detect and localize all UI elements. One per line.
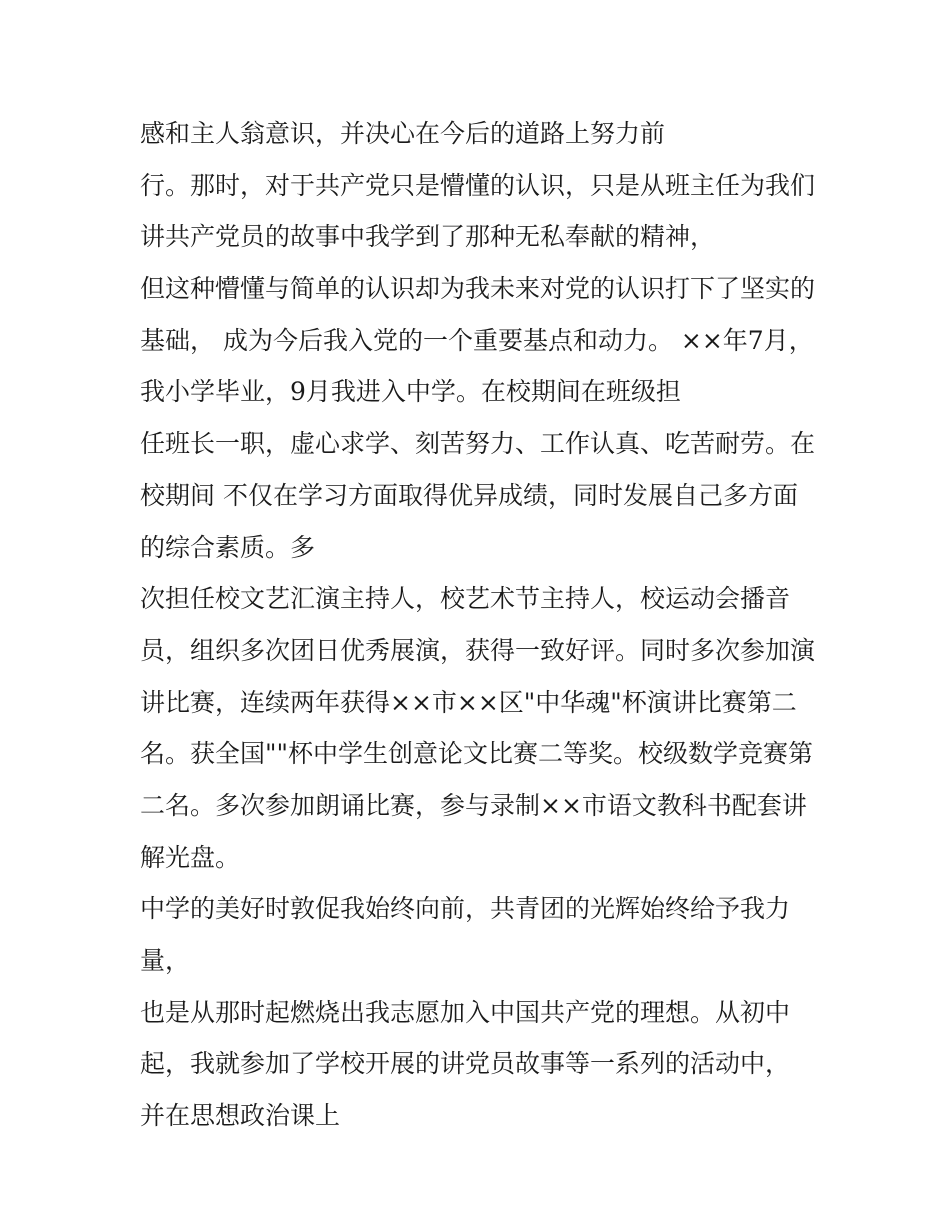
text-line: 也是从那时起燃烧出我志愿加入中国共产党的理想。从初中	[140, 997, 791, 1027]
text-line: 次担任校文艺汇演主持人，校艺术节主持人，校运动会播音	[140, 584, 791, 614]
text-line: 行。那时，对于共产党只是懵懂的认识，只是从班主任为我们	[140, 170, 816, 200]
text-line: 我小学毕业，9月我进入中学。在校期间在班级担	[140, 377, 681, 407]
text-line: 起，我就参加了学校开展的讲党员故事等一系列的活动中，	[140, 1049, 791, 1079]
text-line: 的综合素质。多	[140, 532, 316, 562]
text-line: 但这种懵懂与简单的认识却为我未来对党的认识打下了坚实的	[140, 274, 816, 304]
text-line: 基础， 成为今后我入党的一个重要基点和动力。 ××年7月，	[140, 325, 814, 355]
document-body	[140, 108, 830, 1142]
text-line: 校期间 不仅在学习方面取得优异成绩，同时发展自己多方面	[140, 480, 798, 510]
text-line: 并在思想政治课上	[140, 1101, 341, 1131]
text-line: 讲比赛，连续两年获得××市××区"中华魂"杯演讲比赛第二	[140, 687, 797, 717]
text-line: 二名。多次参加朗诵比赛，参与录制××市语文教科书配套讲	[140, 790, 807, 820]
text-line: 量，	[140, 946, 191, 975]
text-line: 解光盘。	[140, 842, 241, 872]
text-line: 中学的美好时敦促我始终向前，共青团的光辉始终给予我力	[140, 894, 791, 924]
text-line: 员，组织多次团日优秀展演，获得一致好评。同时多次参加演	[140, 635, 816, 665]
text-line: 任班长一职，虚心求学、刻苦努力、工作认真、吃苦耐劳。在	[140, 429, 816, 459]
text-line: 感和主人翁意识，并决心在今后的道路上努力前	[140, 119, 666, 148]
text-line: 名。获全国""杯中学生创意论文比赛二等奖。校级数学竞赛第	[140, 739, 814, 769]
text-line: 讲共产党员的故事中我学到了那种无私奉献的精神，	[140, 222, 716, 252]
